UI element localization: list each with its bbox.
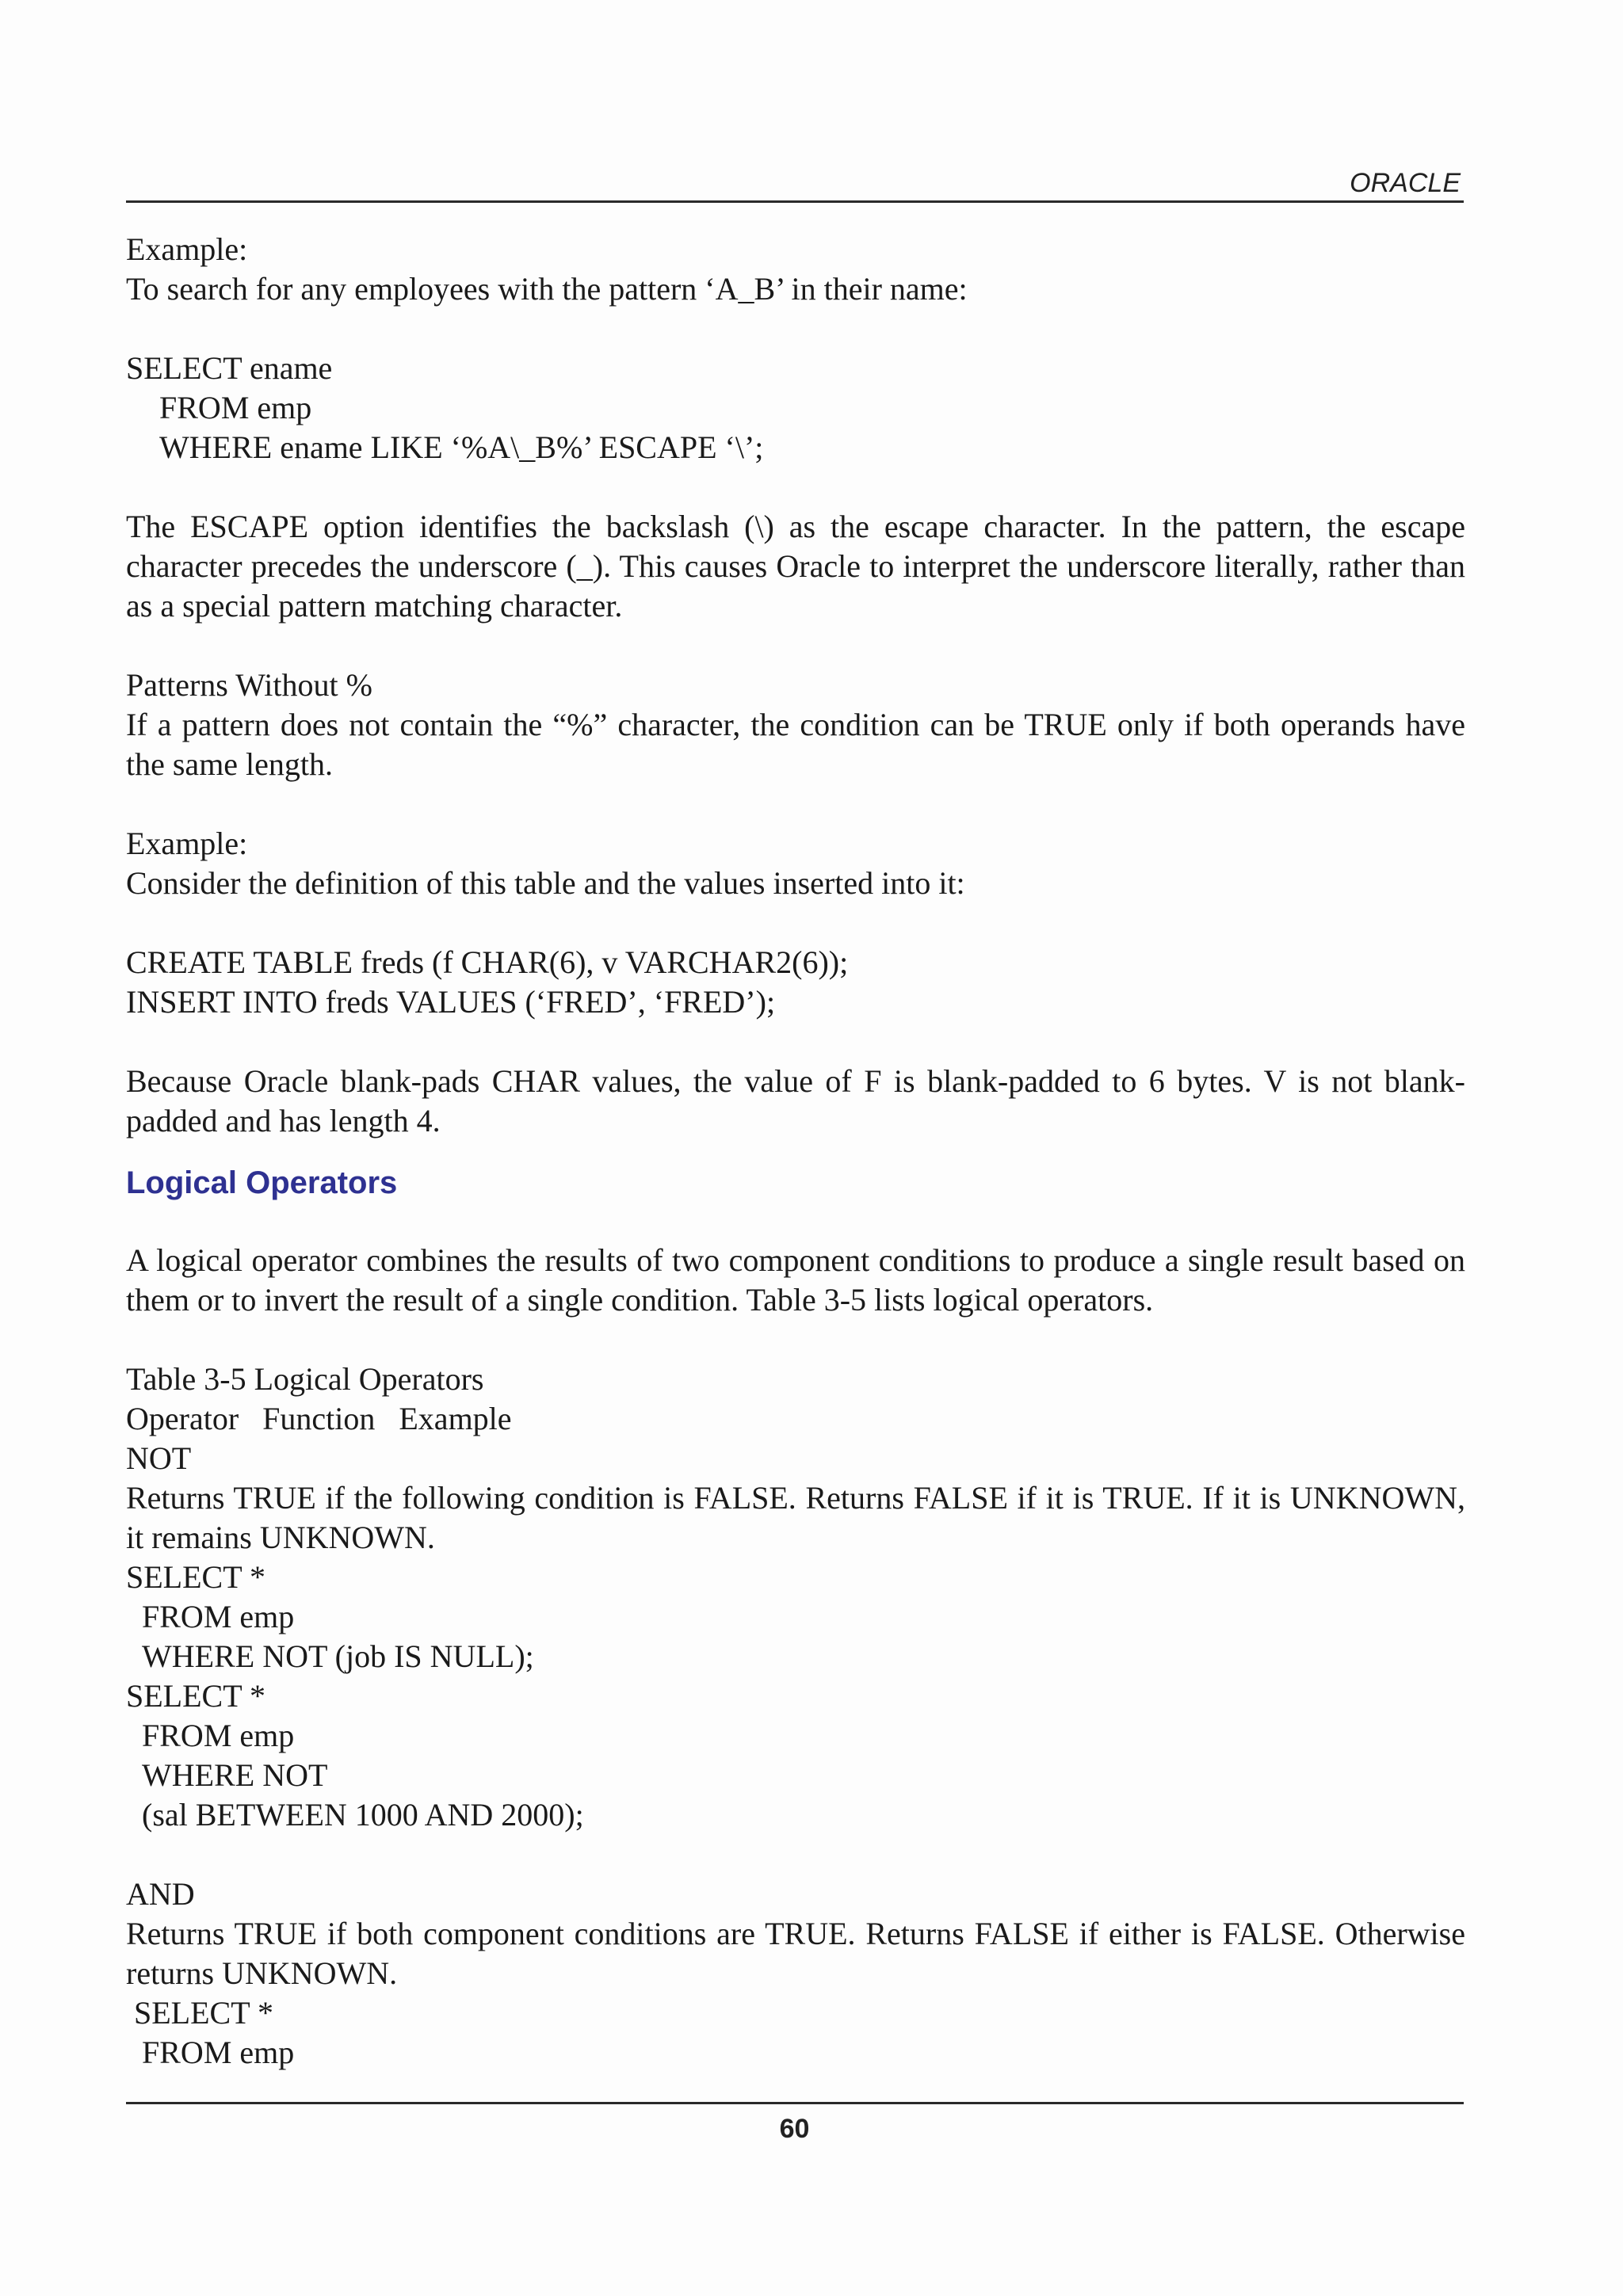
code-line: WHERE NOT bbox=[142, 1757, 328, 1793]
code-line: WHERE NOT (job IS NULL); bbox=[142, 1638, 534, 1674]
operator-name: AND bbox=[126, 1876, 195, 1912]
example-label: Example: bbox=[126, 826, 248, 861]
logical-intro: A logical operator combines the results of two component conditions to produce a single result based on them or to invert the result of a single condition. Table 3-5 lists logical operators. bbox=[126, 1242, 1465, 1318]
code-line: SELECT * bbox=[134, 1995, 273, 2031]
code-line: FROM emp bbox=[142, 1599, 295, 1634]
patterns-without-text: If a pattern does not contain the “%” character, the condition can be TRUE only if both operands have the same length. bbox=[126, 707, 1465, 782]
code-line: SELECT ename bbox=[126, 350, 333, 386]
code-line: SELECT * bbox=[126, 1559, 265, 1595]
code-line: CREATE TABLE freds (f CHAR(6), v VARCHAR2(6)); bbox=[126, 944, 849, 980]
operator-name: NOT bbox=[126, 1440, 192, 1476]
header-rule bbox=[126, 200, 1464, 203]
table-caption: Table 3-5 Logical Operators bbox=[126, 1361, 484, 1397]
example-intro: Consider the definition of this table and the values inserted into it: bbox=[126, 865, 965, 901]
page-number: 60 bbox=[779, 2114, 810, 2144]
example-intro: To search for any employees with the pattern ‘A_B’ in their name: bbox=[126, 271, 968, 307]
code-line: FROM emp bbox=[142, 2035, 295, 2070]
running-header-title: ORACLE bbox=[1350, 168, 1461, 198]
code-line: FROM emp bbox=[142, 1718, 295, 1753]
example-label: Example: bbox=[126, 231, 248, 267]
patterns-without-title: Patterns Without % bbox=[126, 667, 372, 703]
operator-description: Returns TRUE if the following condition is FALSE. Returns FALSE if it is TRUE. If it is UNKNOWN, it remains UNKNOWN. bbox=[126, 1480, 1465, 1555]
table-column-headers: Operator Function Example bbox=[126, 1401, 512, 1436]
section-heading: Logical Operators bbox=[126, 1165, 398, 1200]
escape-paragraph: The ESCAPE option identifies the backslash (\) as the escape character. In the pattern, the escape character precedes the underscore (_). This causes Oracle to interpret the underscore literally, rather than as a special pattern matching character. bbox=[126, 509, 1465, 624]
code-line: WHERE ename LIKE ‘%A\_B%’ ESCAPE ‘\’; bbox=[159, 429, 764, 465]
page-body bbox=[126, 230, 1465, 2073]
code-line: (sal BETWEEN 1000 AND 2000); bbox=[142, 1797, 584, 1833]
operator-description: Returns TRUE if both component conditions are TRUE. Returns FALSE if either is FALSE. Otherwise returns UNKNOWN. bbox=[126, 1916, 1465, 1991]
code-line: INSERT INTO freds VALUES (‘FRED’, ‘FRED’); bbox=[126, 984, 776, 1020]
footer-rule bbox=[126, 2102, 1464, 2104]
code-line: SELECT * bbox=[126, 1678, 265, 1714]
blank-pad-paragraph: Because Oracle blank-pads CHAR values, the value of F is blank-padded to 6 bytes. V is not blank-padded and has length 4. bbox=[126, 1063, 1465, 1138]
code-line: FROM emp bbox=[159, 390, 312, 425]
